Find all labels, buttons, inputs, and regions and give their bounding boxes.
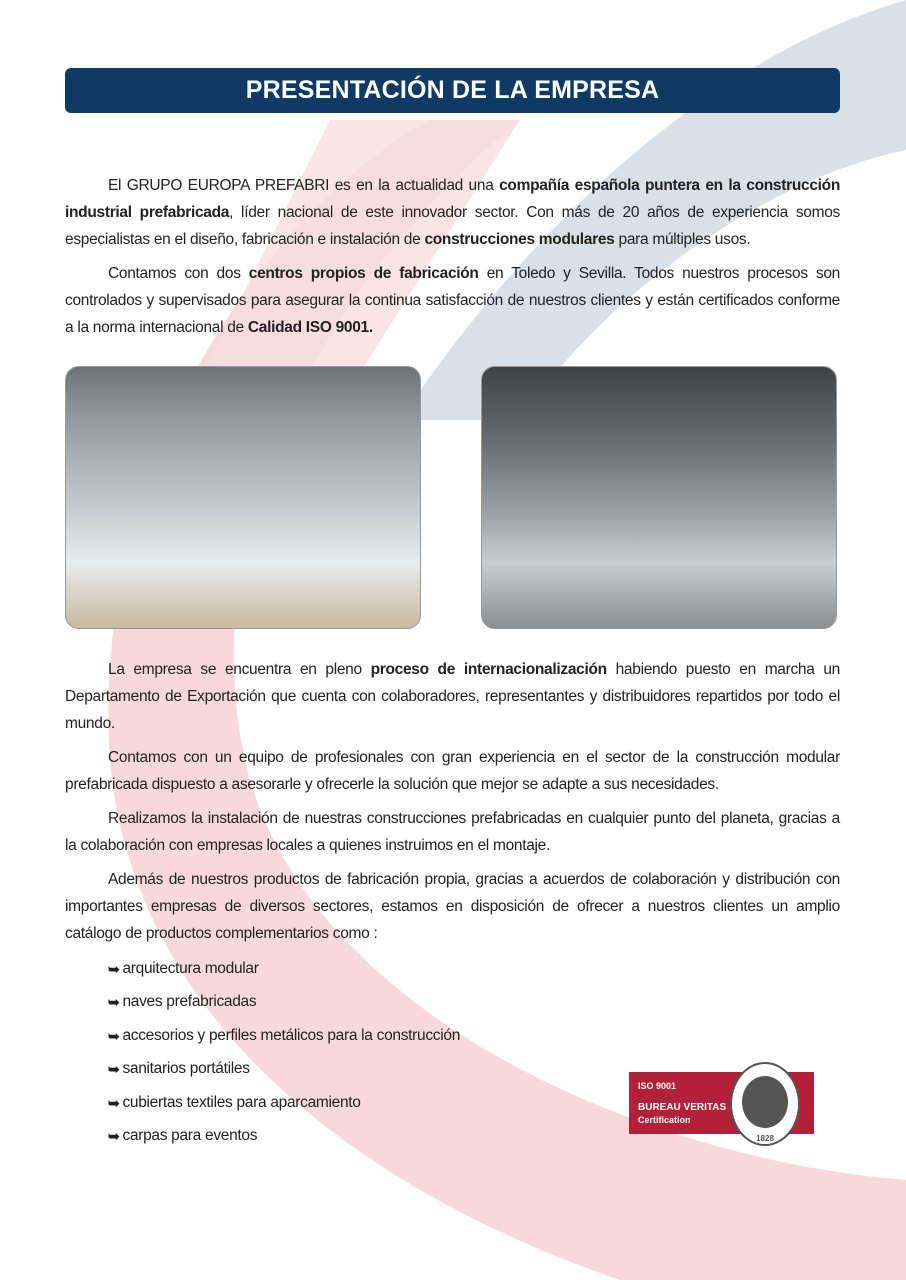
company-text: [65, 656, 840, 954]
cert-standard: ISO 9001: [638, 1081, 677, 1091]
bold-text: compañía española puntera en la construcción industrial prefabricada: [65, 177, 840, 221]
seal-year: 1828: [756, 1134, 774, 1143]
list-item: [108, 1053, 460, 1087]
factory-interior-photo: [65, 366, 421, 629]
paragraph: [65, 805, 840, 859]
text: El GRUPO EUROPA PREFABRI es en la actualidad una: [108, 177, 500, 194]
text: La empresa se encuentra en pleno: [108, 661, 371, 678]
bold-text: centros propios de fabricación: [248, 265, 479, 282]
page-title: PRESENTACIÓN DE LA EMPRESA: [65, 68, 840, 113]
text: Además de nuestros productos de fabricación propia, gracias a acuerdos de colaboración y distribución con importantes empresas de diversos sectores, estamos en disposición de ofrecer a nuestros clientes un amplio catálogo de productos complementarios como :: [65, 871, 840, 942]
paragraph: [65, 172, 840, 253]
list-item: [108, 1120, 460, 1154]
arrow-bullet-icon: ➥: [108, 960, 120, 977]
bold-text: construcciones modulares: [424, 231, 615, 248]
bold-text: Calidad ISO 9001.: [247, 319, 373, 336]
list-item-label: carpas para eventos: [122, 1127, 258, 1145]
paragraph: [65, 744, 840, 798]
list-item-label: arquitectura modular: [122, 959, 259, 977]
arrow-bullet-icon: ➥: [108, 1128, 120, 1145]
text: , líder nacional de este innovador sector. Con más de 20 años de experiencia somos especialistas en el diseño, fabricación e instalación de: [65, 204, 841, 248]
cert-company: BUREAU VERITAS: [638, 1102, 727, 1113]
list-item: [108, 986, 460, 1020]
paragraph: [65, 260, 840, 341]
list-item-label: accesorios y perfiles metálicos para la construcción: [122, 1026, 461, 1044]
text: Contamos con dos: [108, 265, 249, 282]
bold-text: proceso de internacionalización: [370, 661, 607, 678]
bureau-veritas-seal-logo: [730, 1062, 800, 1146]
text: para múltiples usos.: [614, 231, 751, 248]
arrow-bullet-icon: ➥: [108, 1061, 120, 1078]
text: habiendo puesto en marcha un Departamento de Exportación que cuenta con colaboradores, representantes y distribuidores repartidos por todo el mundo.: [65, 661, 840, 732]
arrow-bullet-icon: ➥: [108, 994, 120, 1011]
modular-frame-photo: [481, 366, 837, 629]
seal-figure: [742, 1076, 788, 1128]
arrow-bullet-icon: ➥: [108, 1027, 120, 1044]
paragraph: [65, 866, 840, 947]
text: Contamos con un equipo de profesionales con gran experiencia en el sector de la construcción modular prefabricada dispuesto a asesorarle y ofrecerle la solución que mejor se adapte a sus necesidades.: [65, 749, 840, 793]
intro-text: [65, 172, 840, 348]
paragraph: [65, 656, 840, 737]
text: Realizamos la instalación de nuestras construcciones prefabricadas en cualquier punto del planeta, gracias a la colaboración con empresas locales a quienes instruimos en el montaje.: [65, 810, 840, 854]
list-item-label: cubiertas textiles para aparcamiento: [122, 1093, 361, 1111]
list-item: [108, 1019, 460, 1053]
list-item-label: sanitarios portátiles: [122, 1060, 250, 1078]
list-item: [108, 952, 460, 986]
arrow-bullet-icon: ➥: [108, 1094, 120, 1111]
product-list: [108, 952, 460, 1153]
list-item-label: naves prefabricadas: [122, 993, 257, 1011]
text: en Toledo y Sevilla. Todos nuestros procesos son controlados y supervisados para asegurar la continua satisfacción de nuestros clientes y están certificados conforme a la norma internacional de: [65, 265, 840, 336]
list-item: [108, 1086, 460, 1120]
cert-label: Certification: [638, 1115, 691, 1125]
